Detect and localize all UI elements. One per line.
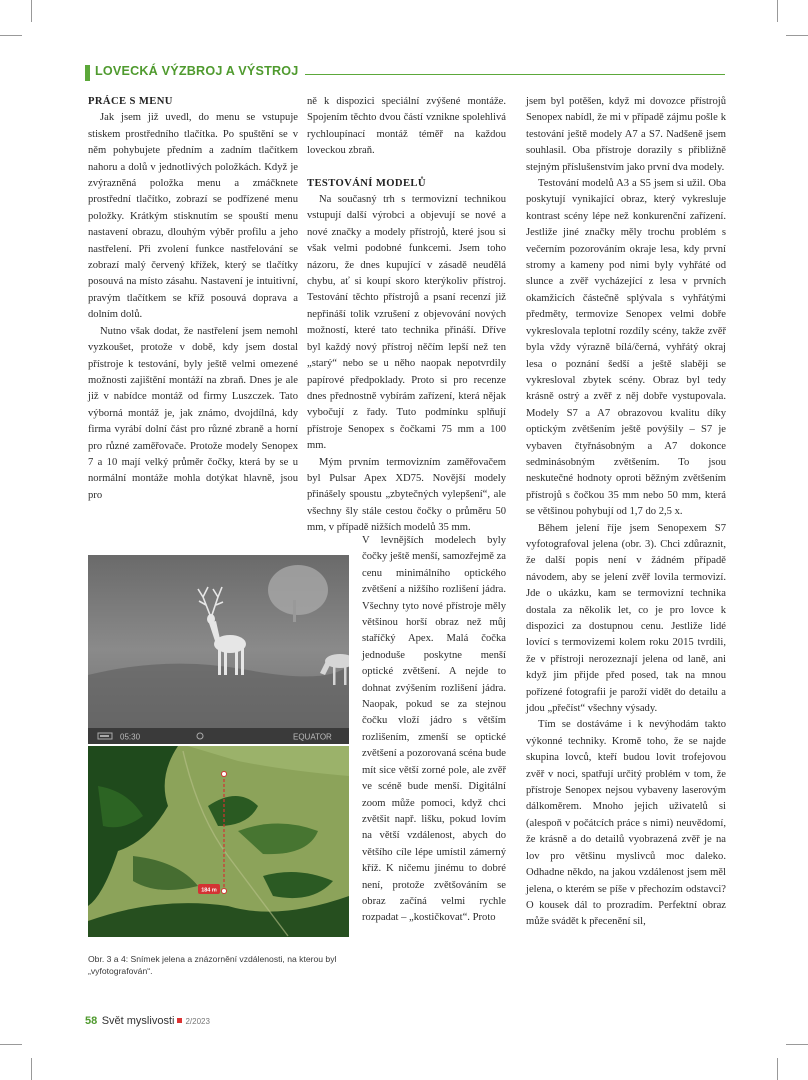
section-header xyxy=(85,64,725,84)
thermal-time: 05:30 xyxy=(120,732,141,742)
paragraph-continued: V levnějších modelech byly čočky ještě menší, samozřejmě za cenu minimálního optického zvětšení a nižšího rozlišení jádra. Všechny tyto nové přístroje měly většinou horší obraz než můj staříčký Apex. Malá čočka jednoduše poskytne menší optické zvětšení. A nejde to dohnat zvýšením rozlišení jádra. Naopak, pokud se za stejnou čočku vloží jádro s větším rozlišením, zmenší se optické zvětšení a pozorovaná scéna bude mít sice větší zorné pole, ale zvěř ve scéně bude menší. Digitální zoom může pomoci, když chci zvětšit např. lišku, pokud lovím na větší vzdálenost, abych do většího cíle lépe umístil zámerný kříž. K ničemu jinému to dobré není, protože zvětšováním se obraz začíná velmi rychle rozpadat – „kostičkovat“. Proto xyxy=(362,535,506,924)
paragraph: Tím se dostáváme i k nevýhodám takto výkonné techniky. Kromě toho, že se najde skupina lovců, kteří budou lovit trofejovou zvěř v noci, spatřují určitý problém v tom, že přístroje Senopex nejsou vybaveny laserovým dálkoměrem. Mnoho jejich uživatelů si (alespoň v počátcích práce s nimi) neuvědomí, že krásně a do detailů vyobrazená zvěř je na lov pro většinu myslivců moc daleko. Odhadne někdo, na jakou vzdálenost jsem měl jelena, o kterém se píše v přechozím odstavci? O kousek dál to prozradím. Perfektní obraz může svádět k přecenění sil, xyxy=(526,719,726,928)
crop-mark xyxy=(777,1058,778,1080)
map-distance-label: 184 m xyxy=(201,887,217,894)
column-3 xyxy=(526,94,726,931)
crop-mark xyxy=(31,0,32,22)
paragraph: Jak jsem již uvedl, do menu se vstupuje stiskem prostředního tlačítka. Po spuštění se v něm pohybujete předním a zadním tlačítkem nahoru a dolů v jednotlivých položkách. Když je zvýrazněná položka menu a zmáčknete prostřední tlačítko, zobrazí se podřízené menu položky. Krátkým stisknutím se spouští menu nastavení obrazu, dlouhým výběr profilu a jeho nastřelení. Při zvolení funkce nastřelování se zobrazí malý červený křížek, který se tlačítky posouvá na místo zásahu. Nastavení je intuitivní, pravým tlačítkem se kříž posouvá doprava a dolním dolů. xyxy=(88,112,298,321)
paragraph: ně k dispozici speciální zvýšené montáže. Spojením těchto dvou částí vznikne spolehlivá rychloupínací montáž téměř na každou loveckou zbraň. xyxy=(307,96,506,157)
column-1 xyxy=(88,94,298,504)
paragraph: jsem byl potěšen, když mi dovozce přístrojů Senopex nabídl, že mi v případě zájmu pošle k testování ještě modely A7 a S7. Nadšeně jsem souhlasil. Oba přístroje dorazily s přibližně stejným příslušenstvím jako první dva modely. xyxy=(526,96,726,173)
section-title: LOVECKÁ VÝZBROJ A VÝSTROJ xyxy=(95,64,299,78)
paragraph: Během jelení říje jsem Senopexem S7 vyfotografoval jelena (obr. 3). Chci zdůraznit, že další popis není v žádném případě návodem, aby se jelení zvěř lovila termovizí. Jde o ukázku, kam se termovizní technika dostala za několik let, co je pro lovce k dispozici za dostupnou cenu. Jestliže lidé lovící s termovizemi kolem roku 2015 tvrdili, že v přístroji nerozeznají jelena od laně, ani když jim přijde před posed, tak na mnou pořízené fotografii je paroží vidět do detailu a jdou „přečíst“ všechny výsady. xyxy=(526,522,726,715)
crop-mark xyxy=(0,35,22,36)
crop-mark xyxy=(786,1044,808,1045)
page-footer xyxy=(85,1011,210,1029)
column-2 xyxy=(307,94,506,537)
crop-mark xyxy=(0,1044,22,1045)
paragraph: Testování modelů A3 a S5 jsem si užil. Oba poskytují vynikající obraz, který vykresluje kontrast scény lépe než konkurenční zařízení. Jestliže jiné značky měly trochu problém s večerním pozorováním okraje lesa, kdy první stromy a kameny pod nimi byly vyhřáté od slunce a zvěř vycházející z lesa v prvních okamžicích částečně splývala s vyhřátými předměty, termovize Senopex velmi dobře vykreslovala teplotní rozdíly scény, takže zvěř byla vždy výrazně bílá/černá, vyhřátý okraj lesa o poznání šedší a ještě slaběji se vykresloval zbytek scény. Obraz byl tedy krásně ostrý a zvěř z něj dobře vystupovala. Modely S7 a A7 obrazovou kvalitu díky optickým zvětšením ještě povýšily – S7 je vybaven čtyřnásobným a A7 dokonce sedminásobným zvětšením. To jsou neskutečné hodnoty oproti běžným zvětšením přístrojů s čočkou 35 mm nebo 50 mm, která se většinou pohybují od 1,7 do 2,5 x. xyxy=(526,178,726,518)
section-accent-bar xyxy=(85,65,90,81)
figure-caption: Obr. 3 a 4: Snímek jelena a znázornění vzdálenosti, na kterou byl „vyfotografován“. xyxy=(88,954,337,976)
crop-mark xyxy=(777,0,778,22)
subheading-testing: TESTOVÁNÍ MODELŮ xyxy=(307,177,426,189)
paragraph: Mým prvním termovizním zaměřovačem byl Pulsar Apex XD75. Novější modely přinášely spoustu „zbytečných vylepšení“, ale všechny šly stále cestou čočky o průměru 50 mm, v případě nižších modelů 35 mm. xyxy=(307,456,506,534)
magazine-name: Svět myslivosti xyxy=(101,1015,175,1027)
thermal-brand: EQUATOR xyxy=(293,732,332,742)
thermal-image xyxy=(88,555,349,744)
crop-mark xyxy=(31,1058,32,1080)
paragraph: Nutno však dodat, že nastřelení jsem nemohl vyzkoušet, protože v době, kdy jsem dostal přístroje k testování, byly ještě velmi omezené možnosti zajištění montáží na zbraň. Dnes je ale již v nabídce montáž od firmy Luszczek. Tato výborná montáž je, jak známo, dvojdílná, kdy firma vyrábí dolní část pro různé zbraně a horní pro různé zaměřovače. Protože modely Senopex 7 a 10 mají velký průměr čočky, která by se u normální montáže mohla dotýkat hlavně, jsou pro xyxy=(88,325,298,501)
crop-mark xyxy=(786,35,808,36)
issue-number: 2/2023 xyxy=(185,1017,210,1026)
aerial-map xyxy=(88,746,349,937)
paragraph: Na současný trh s termovizní technikou vstupují další výrobci a objevují se nové a nové značky a modely přístrojů, které jsou si však velmi podobné funkcemi. Jsem toho názoru, že dnes kupující v zásadě neudělá chybu, ať si koupí skoro kterýkoliv přístroj. Testování těchto přístrojů a psaní recenzí již nepřináší tolik vzrušení z objevování nových možností, které tato technika přináší. Dříve byl každý nový přístroj něčím lepší než ten „starý“ nebo se u něho naopak nepotvrdily papírové předpoklady. Proto si pro recenze dnes přednostně vybírám zařízení, která nějak vybočují z řady. Tuto podmínku splňují přístroje Senopex s čočkami 75 mm a 100 mm. xyxy=(307,194,506,452)
subheading-menu: PRÁCE S MENU xyxy=(88,96,173,107)
section-rule xyxy=(305,74,725,75)
page-number: 58 xyxy=(85,1015,98,1027)
footer-square-icon xyxy=(177,1018,182,1023)
